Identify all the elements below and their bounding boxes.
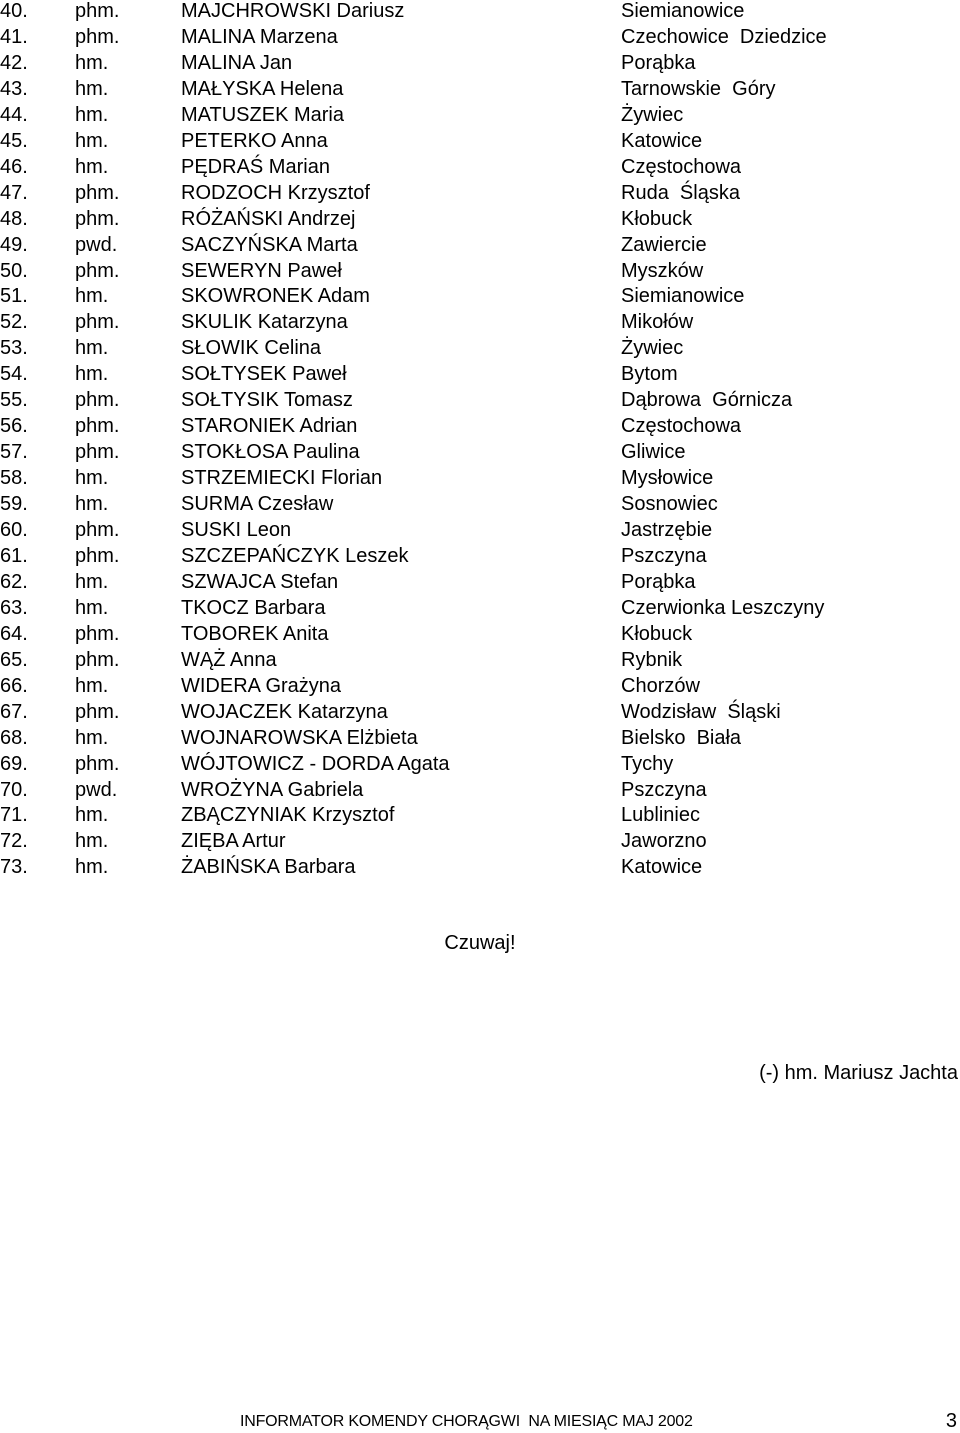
member-name: TKOCZ Barbara [181, 596, 326, 619]
page-number: 3 [945, 1410, 957, 1432]
member-city: Pszczyna [621, 778, 707, 801]
member-number: 43. [0, 77, 28, 100]
member-name: SEWERYN Paweł [181, 259, 342, 282]
member-rank: pwd. [75, 778, 118, 801]
member-city: Czechowice Dziedzice [621, 25, 827, 48]
member-row [0, 260, 960, 286]
member-name: RODZOCH Krzysztof [181, 181, 370, 204]
member-row [0, 571, 960, 597]
member-rank: hm. [75, 285, 109, 308]
closing-greeting [0, 932, 960, 955]
member-row [0, 779, 960, 805]
member-city: Jaworzno [621, 830, 707, 853]
member-name: MALINA Marzena [181, 25, 338, 48]
member-row [0, 830, 960, 856]
member-rank: hm. [75, 51, 109, 74]
member-city: Kłobuck [621, 622, 693, 645]
member-number: 62. [0, 570, 28, 593]
signature: (-) hm. Mariusz Jachta [759, 1062, 958, 1084]
member-city: Mysłowice [621, 467, 714, 490]
member-city: Siemianowice [621, 0, 745, 22]
member-number: 54. [0, 363, 28, 386]
member-name: SURMA Czesław [181, 493, 334, 516]
member-rank: phm. [75, 415, 120, 438]
member-name: MAŁYSKA Helena [181, 77, 344, 100]
member-row [0, 493, 960, 519]
member-name: PĘDRAŚ Marian [181, 155, 330, 178]
member-city: Katowice [621, 856, 703, 879]
member-rank: phm. [75, 181, 120, 204]
member-city: Żywiec [621, 337, 684, 360]
member-number: 56. [0, 415, 28, 438]
member-row [0, 285, 960, 311]
member-number: 61. [0, 544, 28, 567]
member-rank: hm. [75, 493, 109, 516]
member-rank: phm. [75, 752, 120, 775]
member-number: 68. [0, 726, 28, 749]
member-city: Bielsko Biała [621, 726, 742, 749]
member-rank: phm. [75, 311, 120, 334]
member-number: 58. [0, 467, 28, 490]
member-row [0, 727, 960, 753]
member-name: SZWAJCA Stefan [181, 570, 339, 593]
member-name: WIDERA Grażyna [181, 674, 342, 697]
member-rank: phm. [75, 519, 120, 541]
member-number: 44. [0, 103, 28, 126]
member-city: Mikołów [621, 311, 694, 334]
member-name: PETERKO Anna [181, 129, 328, 152]
member-city: Sosnowiec [621, 493, 718, 516]
member-name: WĄŻ Anna [181, 648, 277, 671]
member-city: Rybnik [621, 648, 683, 671]
member-number: 72. [0, 830, 28, 853]
member-name: SACZYŃSKA Marta [181, 233, 358, 256]
member-city: Gliwice [621, 441, 686, 464]
member-row [0, 130, 960, 156]
member-number: 53. [0, 337, 28, 360]
member-city: Jastrzębie [621, 519, 713, 541]
member-rank: hm. [75, 103, 109, 126]
member-row [0, 311, 960, 337]
member-city: Dąbrowa Górnicza [621, 389, 793, 412]
member-name: STARONIEK Adrian [181, 415, 358, 438]
member-city: Częstochowa [621, 155, 742, 178]
page-footer: INFORMATOR KOMENDY CHORĄGWI NA MIESIĄC MAJ 2002 [240, 1413, 693, 1430]
member-city: Katowice [621, 129, 703, 152]
member-row [0, 519, 960, 545]
member-rank: hm. [75, 830, 109, 853]
member-name: SZCZEPAŃCZYK Leszek [181, 544, 409, 567]
member-rank: hm. [75, 337, 109, 360]
member-row [0, 363, 960, 389]
member-name: SKOWRONEK Adam [181, 285, 370, 308]
member-row [0, 52, 960, 78]
member-rank: phm. [75, 441, 120, 464]
member-name: WOJACZEK Katarzyna [181, 700, 388, 723]
member-row [0, 389, 960, 415]
member-city: Ruda Śląska [621, 181, 740, 204]
member-name: SŁOWIK Celina [181, 337, 322, 360]
member-rank: phm. [75, 259, 120, 282]
member-row [0, 337, 960, 363]
member-name: RÓŻAŃSKI Andrzej [181, 207, 356, 230]
member-row [0, 753, 960, 779]
member-city: Tarnowskie Góry [621, 77, 776, 100]
member-row [0, 701, 960, 727]
member-name: MAJCHROWSKI Dariusz [181, 0, 405, 22]
member-name: SKULIK Katarzyna [181, 311, 348, 334]
member-row [0, 208, 960, 234]
member-row [0, 545, 960, 571]
member-city: Myszków [621, 259, 704, 282]
member-name: SOŁTYSEK Paweł [181, 363, 347, 386]
member-city: Zawiercie [621, 233, 707, 256]
member-row [0, 649, 960, 675]
member-rank: hm. [75, 467, 109, 490]
member-number: 41. [0, 25, 28, 48]
member-row [0, 182, 960, 208]
member-number: 50. [0, 259, 28, 282]
member-number: 47. [0, 181, 28, 204]
closing-text: Czuwaj! [444, 932, 516, 954]
member-name: MALINA Jan [181, 51, 293, 74]
member-rank: hm. [75, 77, 109, 100]
member-rank: phm. [75, 622, 120, 645]
member-rank: phm. [75, 700, 120, 723]
member-row [0, 804, 960, 830]
member-city: Lubliniec [621, 804, 700, 827]
member-city: Żywiec [621, 103, 684, 126]
member-number: 65. [0, 648, 28, 671]
member-number: 67. [0, 700, 28, 723]
member-number: 60. [0, 519, 28, 541]
member-row [0, 78, 960, 104]
member-rank: phm. [75, 544, 120, 567]
member-number: 48. [0, 207, 28, 230]
member-name: STOKŁOSA Paulina [181, 441, 360, 464]
member-city: Tychy [621, 752, 674, 775]
member-number: 52. [0, 311, 28, 334]
member-rank: hm. [75, 363, 109, 386]
member-rank: hm. [75, 129, 109, 152]
member-name: ZBĄCZYNIAK Krzysztof [181, 804, 395, 827]
member-number: 45. [0, 129, 28, 152]
member-rank: hm. [75, 570, 109, 593]
member-number: 40. [0, 0, 28, 22]
member-city: Bytom [621, 363, 678, 386]
member-row [0, 597, 960, 623]
member-number: 63. [0, 596, 28, 619]
member-rank: phm. [75, 25, 120, 48]
member-row [0, 0, 960, 26]
member-number: 46. [0, 155, 28, 178]
member-rank: hm. [75, 804, 109, 827]
member-rank: phm. [75, 389, 120, 412]
member-number: 51. [0, 285, 28, 308]
member-number: 57. [0, 441, 28, 464]
member-row [0, 856, 960, 882]
member-row [0, 234, 960, 260]
member-number: 70. [0, 778, 28, 801]
member-city: Czerwionka Leszczyny [621, 596, 825, 619]
member-city: Porąbka [621, 570, 696, 593]
member-city: Kłobuck [621, 207, 693, 230]
member-rank: hm. [75, 155, 109, 178]
member-number: 71. [0, 804, 28, 827]
member-number: 49. [0, 233, 28, 256]
member-rank: hm. [75, 674, 109, 697]
member-city: Siemianowice [621, 285, 745, 308]
member-row [0, 26, 960, 52]
member-rank: hm. [75, 596, 109, 619]
member-city: Porąbka [621, 51, 696, 74]
member-name: STRZEMIECKI Florian [181, 467, 383, 490]
member-row [0, 415, 960, 441]
member-number: 64. [0, 622, 28, 645]
member-name: WÓJTOWICZ - DORDA Agata [181, 752, 450, 775]
member-number: 69. [0, 752, 28, 775]
member-number: 73. [0, 856, 28, 879]
member-row [0, 104, 960, 130]
member-row [0, 441, 960, 467]
member-number: 59. [0, 493, 28, 516]
member-name: WOJNAROWSKA Elżbieta [181, 726, 418, 749]
member-name: TOBOREK Anita [181, 622, 329, 645]
member-name: MATUSZEK Maria [181, 103, 344, 126]
member-city: Wodzisław Śląski [621, 700, 781, 723]
member-city: Chorzów [621, 674, 700, 697]
member-row [0, 675, 960, 701]
member-rank: pwd. [75, 233, 118, 256]
member-rank: phm. [75, 0, 120, 22]
member-name: ŻABIŃSKA Barbara [181, 856, 356, 879]
member-name: SOŁTYSIK Tomasz [181, 389, 353, 412]
member-rank: phm. [75, 207, 120, 230]
member-number: 55. [0, 389, 28, 412]
member-rank: hm. [75, 726, 109, 749]
member-city: Pszczyna [621, 544, 707, 567]
member-number: 66. [0, 674, 28, 697]
member-name: SUSKI Leon [181, 519, 292, 541]
member-row [0, 156, 960, 182]
member-rank: hm. [75, 856, 109, 879]
member-row [0, 623, 960, 649]
member-number: 42. [0, 51, 28, 74]
member-name: ZIĘBA Artur [181, 830, 286, 853]
member-city: Częstochowa [621, 415, 742, 438]
member-rank: phm. [75, 648, 120, 671]
member-row [0, 467, 960, 493]
member-name: WROŻYNA Gabriela [181, 778, 364, 801]
